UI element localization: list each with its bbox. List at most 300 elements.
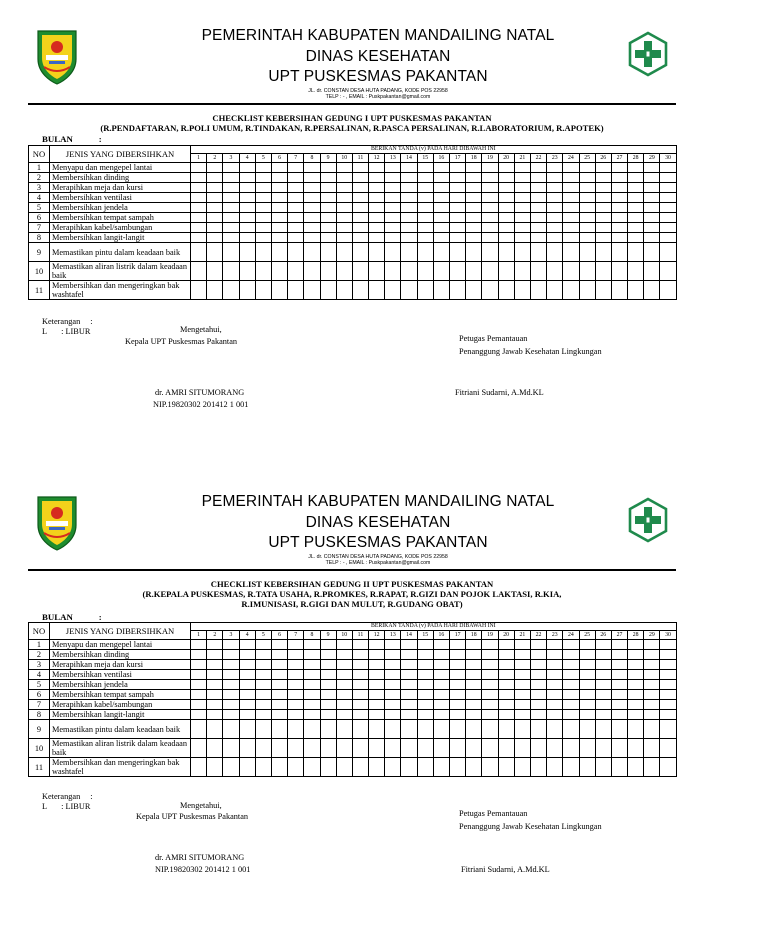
day-checkbox-cell[interactable]	[595, 660, 611, 670]
day-checkbox-cell[interactable]	[530, 281, 546, 300]
day-checkbox-cell[interactable]	[466, 223, 482, 233]
day-checkbox-cell[interactable]	[304, 700, 320, 710]
day-checkbox-cell[interactable]	[239, 700, 255, 710]
day-checkbox-cell[interactable]	[644, 660, 660, 670]
day-checkbox-cell[interactable]	[385, 223, 401, 233]
day-checkbox-cell[interactable]	[385, 262, 401, 281]
day-checkbox-cell[interactable]	[563, 233, 579, 243]
day-checkbox-cell[interactable]	[450, 243, 466, 262]
day-checkbox-cell[interactable]	[466, 173, 482, 183]
day-checkbox-cell[interactable]	[482, 720, 498, 739]
day-checkbox-cell[interactable]	[223, 758, 239, 777]
day-checkbox-cell[interactable]	[369, 262, 385, 281]
day-checkbox-cell[interactable]	[547, 650, 563, 660]
day-checkbox-cell[interactable]	[385, 233, 401, 243]
day-checkbox-cell[interactable]	[628, 650, 644, 660]
day-checkbox-cell[interactable]	[547, 203, 563, 213]
day-checkbox-cell[interactable]	[514, 720, 530, 739]
day-checkbox-cell[interactable]	[239, 233, 255, 243]
day-checkbox-cell[interactable]	[320, 660, 336, 670]
day-checkbox-cell[interactable]	[644, 650, 660, 660]
day-checkbox-cell[interactable]	[304, 262, 320, 281]
day-checkbox-cell[interactable]	[482, 243, 498, 262]
day-checkbox-cell[interactable]	[385, 193, 401, 203]
day-checkbox-cell[interactable]	[611, 183, 627, 193]
day-checkbox-cell[interactable]	[563, 281, 579, 300]
day-checkbox-cell[interactable]	[530, 720, 546, 739]
day-checkbox-cell[interactable]	[223, 203, 239, 213]
day-checkbox-cell[interactable]	[191, 739, 207, 758]
day-checkbox-cell[interactable]	[304, 193, 320, 203]
day-checkbox-cell[interactable]	[207, 223, 223, 233]
day-checkbox-cell[interactable]	[207, 640, 223, 650]
day-checkbox-cell[interactable]	[498, 183, 514, 193]
day-checkbox-cell[interactable]	[304, 243, 320, 262]
day-checkbox-cell[interactable]	[595, 640, 611, 650]
day-checkbox-cell[interactable]	[563, 173, 579, 183]
day-checkbox-cell[interactable]	[514, 660, 530, 670]
day-checkbox-cell[interactable]	[271, 193, 287, 203]
day-checkbox-cell[interactable]	[223, 193, 239, 203]
day-checkbox-cell[interactable]	[660, 650, 676, 660]
day-checkbox-cell[interactable]	[563, 670, 579, 680]
day-checkbox-cell[interactable]	[255, 281, 271, 300]
day-checkbox-cell[interactable]	[466, 680, 482, 690]
day-checkbox-cell[interactable]	[530, 163, 546, 173]
day-checkbox-cell[interactable]	[207, 660, 223, 670]
day-checkbox-cell[interactable]	[530, 243, 546, 262]
day-checkbox-cell[interactable]	[660, 670, 676, 680]
day-checkbox-cell[interactable]	[547, 213, 563, 223]
day-checkbox-cell[interactable]	[352, 281, 368, 300]
day-checkbox-cell[interactable]	[369, 173, 385, 183]
day-checkbox-cell[interactable]	[288, 243, 304, 262]
day-checkbox-cell[interactable]	[644, 223, 660, 233]
day-checkbox-cell[interactable]	[336, 660, 352, 670]
day-checkbox-cell[interactable]	[547, 193, 563, 203]
day-checkbox-cell[interactable]	[482, 183, 498, 193]
day-checkbox-cell[interactable]	[482, 650, 498, 660]
day-checkbox-cell[interactable]	[563, 739, 579, 758]
day-checkbox-cell[interactable]	[271, 690, 287, 700]
day-checkbox-cell[interactable]	[466, 183, 482, 193]
day-checkbox-cell[interactable]	[191, 213, 207, 223]
day-checkbox-cell[interactable]	[628, 720, 644, 739]
day-checkbox-cell[interactable]	[288, 193, 304, 203]
day-checkbox-cell[interactable]	[239, 680, 255, 690]
day-checkbox-cell[interactable]	[611, 243, 627, 262]
day-checkbox-cell[interactable]	[563, 680, 579, 690]
day-checkbox-cell[interactable]	[466, 660, 482, 670]
day-checkbox-cell[interactable]	[611, 720, 627, 739]
day-checkbox-cell[interactable]	[304, 233, 320, 243]
day-checkbox-cell[interactable]	[433, 281, 449, 300]
day-checkbox-cell[interactable]	[660, 213, 676, 223]
day-checkbox-cell[interactable]	[223, 660, 239, 670]
day-checkbox-cell[interactable]	[433, 183, 449, 193]
day-checkbox-cell[interactable]	[223, 720, 239, 739]
day-checkbox-cell[interactable]	[450, 262, 466, 281]
day-checkbox-cell[interactable]	[498, 233, 514, 243]
day-checkbox-cell[interactable]	[271, 223, 287, 233]
day-checkbox-cell[interactable]	[352, 650, 368, 660]
day-checkbox-cell[interactable]	[579, 710, 595, 720]
day-checkbox-cell[interactable]	[385, 163, 401, 173]
day-checkbox-cell[interactable]	[271, 173, 287, 183]
day-checkbox-cell[interactable]	[514, 690, 530, 700]
day-checkbox-cell[interactable]	[385, 660, 401, 670]
day-checkbox-cell[interactable]	[417, 700, 433, 710]
day-checkbox-cell[interactable]	[223, 183, 239, 193]
day-checkbox-cell[interactable]	[514, 193, 530, 203]
day-checkbox-cell[interactable]	[401, 183, 417, 193]
day-checkbox-cell[interactable]	[579, 173, 595, 183]
day-checkbox-cell[interactable]	[207, 758, 223, 777]
day-checkbox-cell[interactable]	[611, 223, 627, 233]
day-checkbox-cell[interactable]	[336, 233, 352, 243]
day-checkbox-cell[interactable]	[530, 213, 546, 223]
day-checkbox-cell[interactable]	[628, 262, 644, 281]
day-checkbox-cell[interactable]	[207, 163, 223, 173]
day-checkbox-cell[interactable]	[644, 203, 660, 213]
day-checkbox-cell[interactable]	[595, 223, 611, 233]
day-checkbox-cell[interactable]	[352, 640, 368, 650]
day-checkbox-cell[interactable]	[498, 720, 514, 739]
day-checkbox-cell[interactable]	[385, 281, 401, 300]
day-checkbox-cell[interactable]	[288, 223, 304, 233]
day-checkbox-cell[interactable]	[644, 173, 660, 183]
day-checkbox-cell[interactable]	[644, 710, 660, 720]
day-checkbox-cell[interactable]	[498, 739, 514, 758]
day-checkbox-cell[interactable]	[563, 163, 579, 173]
day-checkbox-cell[interactable]	[207, 720, 223, 739]
day-checkbox-cell[interactable]	[595, 173, 611, 183]
day-checkbox-cell[interactable]	[595, 739, 611, 758]
day-checkbox-cell[interactable]	[628, 163, 644, 173]
day-checkbox-cell[interactable]	[369, 720, 385, 739]
day-checkbox-cell[interactable]	[466, 243, 482, 262]
day-checkbox-cell[interactable]	[223, 670, 239, 680]
day-checkbox-cell[interactable]	[547, 700, 563, 710]
day-checkbox-cell[interactable]	[288, 690, 304, 700]
day-checkbox-cell[interactable]	[547, 660, 563, 670]
day-checkbox-cell[interactable]	[579, 700, 595, 710]
day-checkbox-cell[interactable]	[660, 660, 676, 670]
day-checkbox-cell[interactable]	[611, 700, 627, 710]
day-checkbox-cell[interactable]	[401, 213, 417, 223]
day-checkbox-cell[interactable]	[401, 243, 417, 262]
day-checkbox-cell[interactable]	[530, 640, 546, 650]
day-checkbox-cell[interactable]	[498, 281, 514, 300]
day-checkbox-cell[interactable]	[336, 720, 352, 739]
day-checkbox-cell[interactable]	[660, 758, 676, 777]
day-checkbox-cell[interactable]	[563, 710, 579, 720]
day-checkbox-cell[interactable]	[433, 243, 449, 262]
day-checkbox-cell[interactable]	[482, 680, 498, 690]
day-checkbox-cell[interactable]	[417, 650, 433, 660]
day-checkbox-cell[interactable]	[417, 281, 433, 300]
day-checkbox-cell[interactable]	[482, 233, 498, 243]
day-checkbox-cell[interactable]	[288, 670, 304, 680]
day-checkbox-cell[interactable]	[223, 173, 239, 183]
day-checkbox-cell[interactable]	[482, 173, 498, 183]
day-checkbox-cell[interactable]	[611, 680, 627, 690]
day-checkbox-cell[interactable]	[611, 262, 627, 281]
day-checkbox-cell[interactable]	[352, 758, 368, 777]
day-checkbox-cell[interactable]	[482, 223, 498, 233]
day-checkbox-cell[interactable]	[336, 670, 352, 680]
day-checkbox-cell[interactable]	[352, 223, 368, 233]
day-checkbox-cell[interactable]	[239, 650, 255, 660]
day-checkbox-cell[interactable]	[401, 670, 417, 680]
day-checkbox-cell[interactable]	[255, 650, 271, 660]
day-checkbox-cell[interactable]	[611, 710, 627, 720]
day-checkbox-cell[interactable]	[417, 720, 433, 739]
day-checkbox-cell[interactable]	[547, 758, 563, 777]
day-checkbox-cell[interactable]	[579, 183, 595, 193]
day-checkbox-cell[interactable]	[255, 640, 271, 650]
day-checkbox-cell[interactable]	[401, 758, 417, 777]
day-checkbox-cell[interactable]	[255, 233, 271, 243]
day-checkbox-cell[interactable]	[417, 670, 433, 680]
day-checkbox-cell[interactable]	[191, 720, 207, 739]
day-checkbox-cell[interactable]	[547, 173, 563, 183]
day-checkbox-cell[interactable]	[401, 281, 417, 300]
day-checkbox-cell[interactable]	[530, 660, 546, 670]
day-checkbox-cell[interactable]	[239, 758, 255, 777]
day-checkbox-cell[interactable]	[417, 680, 433, 690]
day-checkbox-cell[interactable]	[450, 670, 466, 680]
day-checkbox-cell[interactable]	[595, 203, 611, 213]
day-checkbox-cell[interactable]	[611, 670, 627, 680]
day-checkbox-cell[interactable]	[466, 233, 482, 243]
day-checkbox-cell[interactable]	[482, 660, 498, 670]
day-checkbox-cell[interactable]	[288, 233, 304, 243]
day-checkbox-cell[interactable]	[433, 203, 449, 213]
day-checkbox-cell[interactable]	[352, 183, 368, 193]
day-checkbox-cell[interactable]	[369, 758, 385, 777]
day-checkbox-cell[interactable]	[239, 223, 255, 233]
day-checkbox-cell[interactable]	[563, 243, 579, 262]
day-checkbox-cell[interactable]	[530, 650, 546, 660]
day-checkbox-cell[interactable]	[271, 680, 287, 690]
day-checkbox-cell[interactable]	[450, 739, 466, 758]
day-checkbox-cell[interactable]	[433, 739, 449, 758]
day-checkbox-cell[interactable]	[191, 758, 207, 777]
day-checkbox-cell[interactable]	[255, 213, 271, 223]
day-checkbox-cell[interactable]	[660, 233, 676, 243]
day-checkbox-cell[interactable]	[660, 640, 676, 650]
day-checkbox-cell[interactable]	[223, 262, 239, 281]
day-checkbox-cell[interactable]	[385, 213, 401, 223]
day-checkbox-cell[interactable]	[304, 660, 320, 670]
day-checkbox-cell[interactable]	[514, 670, 530, 680]
day-checkbox-cell[interactable]	[660, 183, 676, 193]
day-checkbox-cell[interactable]	[271, 203, 287, 213]
day-checkbox-cell[interactable]	[563, 660, 579, 670]
day-checkbox-cell[interactable]	[320, 233, 336, 243]
day-checkbox-cell[interactable]	[352, 163, 368, 173]
day-checkbox-cell[interactable]	[660, 163, 676, 173]
day-checkbox-cell[interactable]	[401, 710, 417, 720]
day-checkbox-cell[interactable]	[336, 700, 352, 710]
day-checkbox-cell[interactable]	[336, 193, 352, 203]
day-checkbox-cell[interactable]	[450, 233, 466, 243]
day-checkbox-cell[interactable]	[644, 758, 660, 777]
day-checkbox-cell[interactable]	[401, 173, 417, 183]
day-checkbox-cell[interactable]	[369, 193, 385, 203]
day-checkbox-cell[interactable]	[239, 262, 255, 281]
day-checkbox-cell[interactable]	[514, 710, 530, 720]
day-checkbox-cell[interactable]	[547, 710, 563, 720]
day-checkbox-cell[interactable]	[579, 640, 595, 650]
day-checkbox-cell[interactable]	[482, 640, 498, 650]
day-checkbox-cell[interactable]	[304, 281, 320, 300]
day-checkbox-cell[interactable]	[336, 173, 352, 183]
day-checkbox-cell[interactable]	[191, 163, 207, 173]
day-checkbox-cell[interactable]	[563, 262, 579, 281]
day-checkbox-cell[interactable]	[336, 262, 352, 281]
day-checkbox-cell[interactable]	[207, 193, 223, 203]
day-checkbox-cell[interactable]	[191, 183, 207, 193]
day-checkbox-cell[interactable]	[644, 213, 660, 223]
day-checkbox-cell[interactable]	[304, 720, 320, 739]
day-checkbox-cell[interactable]	[514, 640, 530, 650]
day-checkbox-cell[interactable]	[336, 243, 352, 262]
day-checkbox-cell[interactable]	[498, 243, 514, 262]
day-checkbox-cell[interactable]	[595, 243, 611, 262]
day-checkbox-cell[interactable]	[547, 183, 563, 193]
day-checkbox-cell[interactable]	[579, 213, 595, 223]
day-checkbox-cell[interactable]	[644, 183, 660, 193]
day-checkbox-cell[interactable]	[466, 720, 482, 739]
day-checkbox-cell[interactable]	[433, 213, 449, 223]
day-checkbox-cell[interactable]	[579, 690, 595, 700]
day-checkbox-cell[interactable]	[255, 710, 271, 720]
day-checkbox-cell[interactable]	[611, 690, 627, 700]
day-checkbox-cell[interactable]	[547, 223, 563, 233]
day-checkbox-cell[interactable]	[417, 223, 433, 233]
day-checkbox-cell[interactable]	[207, 281, 223, 300]
day-checkbox-cell[interactable]	[450, 690, 466, 700]
day-checkbox-cell[interactable]	[255, 700, 271, 710]
day-checkbox-cell[interactable]	[450, 163, 466, 173]
day-checkbox-cell[interactable]	[579, 739, 595, 758]
day-checkbox-cell[interactable]	[595, 758, 611, 777]
day-checkbox-cell[interactable]	[352, 173, 368, 183]
day-checkbox-cell[interactable]	[530, 710, 546, 720]
day-checkbox-cell[interactable]	[660, 173, 676, 183]
day-checkbox-cell[interactable]	[239, 243, 255, 262]
day-checkbox-cell[interactable]	[223, 710, 239, 720]
day-checkbox-cell[interactable]	[191, 262, 207, 281]
day-checkbox-cell[interactable]	[320, 700, 336, 710]
day-checkbox-cell[interactable]	[417, 262, 433, 281]
day-checkbox-cell[interactable]	[239, 660, 255, 670]
day-checkbox-cell[interactable]	[498, 700, 514, 710]
day-checkbox-cell[interactable]	[255, 690, 271, 700]
day-checkbox-cell[interactable]	[433, 640, 449, 650]
day-checkbox-cell[interactable]	[401, 680, 417, 690]
day-checkbox-cell[interactable]	[385, 650, 401, 660]
day-checkbox-cell[interactable]	[320, 758, 336, 777]
day-checkbox-cell[interactable]	[255, 183, 271, 193]
day-checkbox-cell[interactable]	[498, 758, 514, 777]
day-checkbox-cell[interactable]	[239, 720, 255, 739]
day-checkbox-cell[interactable]	[595, 650, 611, 660]
day-checkbox-cell[interactable]	[223, 163, 239, 173]
day-checkbox-cell[interactable]	[288, 758, 304, 777]
day-checkbox-cell[interactable]	[514, 700, 530, 710]
day-checkbox-cell[interactable]	[482, 690, 498, 700]
day-checkbox-cell[interactable]	[644, 243, 660, 262]
day-checkbox-cell[interactable]	[498, 710, 514, 720]
day-checkbox-cell[interactable]	[207, 700, 223, 710]
day-checkbox-cell[interactable]	[530, 700, 546, 710]
day-checkbox-cell[interactable]	[433, 660, 449, 670]
day-checkbox-cell[interactable]	[352, 700, 368, 710]
day-checkbox-cell[interactable]	[336, 203, 352, 213]
day-checkbox-cell[interactable]	[255, 670, 271, 680]
day-checkbox-cell[interactable]	[466, 650, 482, 660]
day-checkbox-cell[interactable]	[547, 640, 563, 650]
day-checkbox-cell[interactable]	[239, 690, 255, 700]
day-checkbox-cell[interactable]	[498, 690, 514, 700]
day-checkbox-cell[interactable]	[579, 650, 595, 660]
day-checkbox-cell[interactable]	[304, 203, 320, 213]
day-checkbox-cell[interactable]	[385, 670, 401, 680]
day-checkbox-cell[interactable]	[466, 690, 482, 700]
day-checkbox-cell[interactable]	[595, 193, 611, 203]
day-checkbox-cell[interactable]	[401, 640, 417, 650]
day-checkbox-cell[interactable]	[239, 183, 255, 193]
day-checkbox-cell[interactable]	[320, 720, 336, 739]
day-checkbox-cell[interactable]	[433, 233, 449, 243]
day-checkbox-cell[interactable]	[207, 710, 223, 720]
day-checkbox-cell[interactable]	[417, 243, 433, 262]
day-checkbox-cell[interactable]	[660, 281, 676, 300]
day-checkbox-cell[interactable]	[223, 223, 239, 233]
day-checkbox-cell[interactable]	[191, 640, 207, 650]
day-checkbox-cell[interactable]	[352, 710, 368, 720]
day-checkbox-cell[interactable]	[352, 262, 368, 281]
day-checkbox-cell[interactable]	[239, 173, 255, 183]
day-checkbox-cell[interactable]	[369, 243, 385, 262]
day-checkbox-cell[interactable]	[207, 739, 223, 758]
day-checkbox-cell[interactable]	[498, 203, 514, 213]
day-checkbox-cell[interactable]	[433, 720, 449, 739]
day-checkbox-cell[interactable]	[385, 640, 401, 650]
day-checkbox-cell[interactable]	[288, 163, 304, 173]
day-checkbox-cell[interactable]	[255, 262, 271, 281]
day-checkbox-cell[interactable]	[433, 690, 449, 700]
day-checkbox-cell[interactable]	[288, 700, 304, 710]
day-checkbox-cell[interactable]	[450, 173, 466, 183]
day-checkbox-cell[interactable]	[320, 203, 336, 213]
day-checkbox-cell[interactable]	[628, 173, 644, 183]
day-checkbox-cell[interactable]	[191, 680, 207, 690]
day-checkbox-cell[interactable]	[563, 640, 579, 650]
day-checkbox-cell[interactable]	[385, 758, 401, 777]
day-checkbox-cell[interactable]	[547, 739, 563, 758]
day-checkbox-cell[interactable]	[352, 670, 368, 680]
day-checkbox-cell[interactable]	[628, 203, 644, 213]
day-checkbox-cell[interactable]	[352, 680, 368, 690]
day-checkbox-cell[interactable]	[595, 710, 611, 720]
day-checkbox-cell[interactable]	[466, 670, 482, 680]
day-checkbox-cell[interactable]	[660, 720, 676, 739]
day-checkbox-cell[interactable]	[401, 223, 417, 233]
